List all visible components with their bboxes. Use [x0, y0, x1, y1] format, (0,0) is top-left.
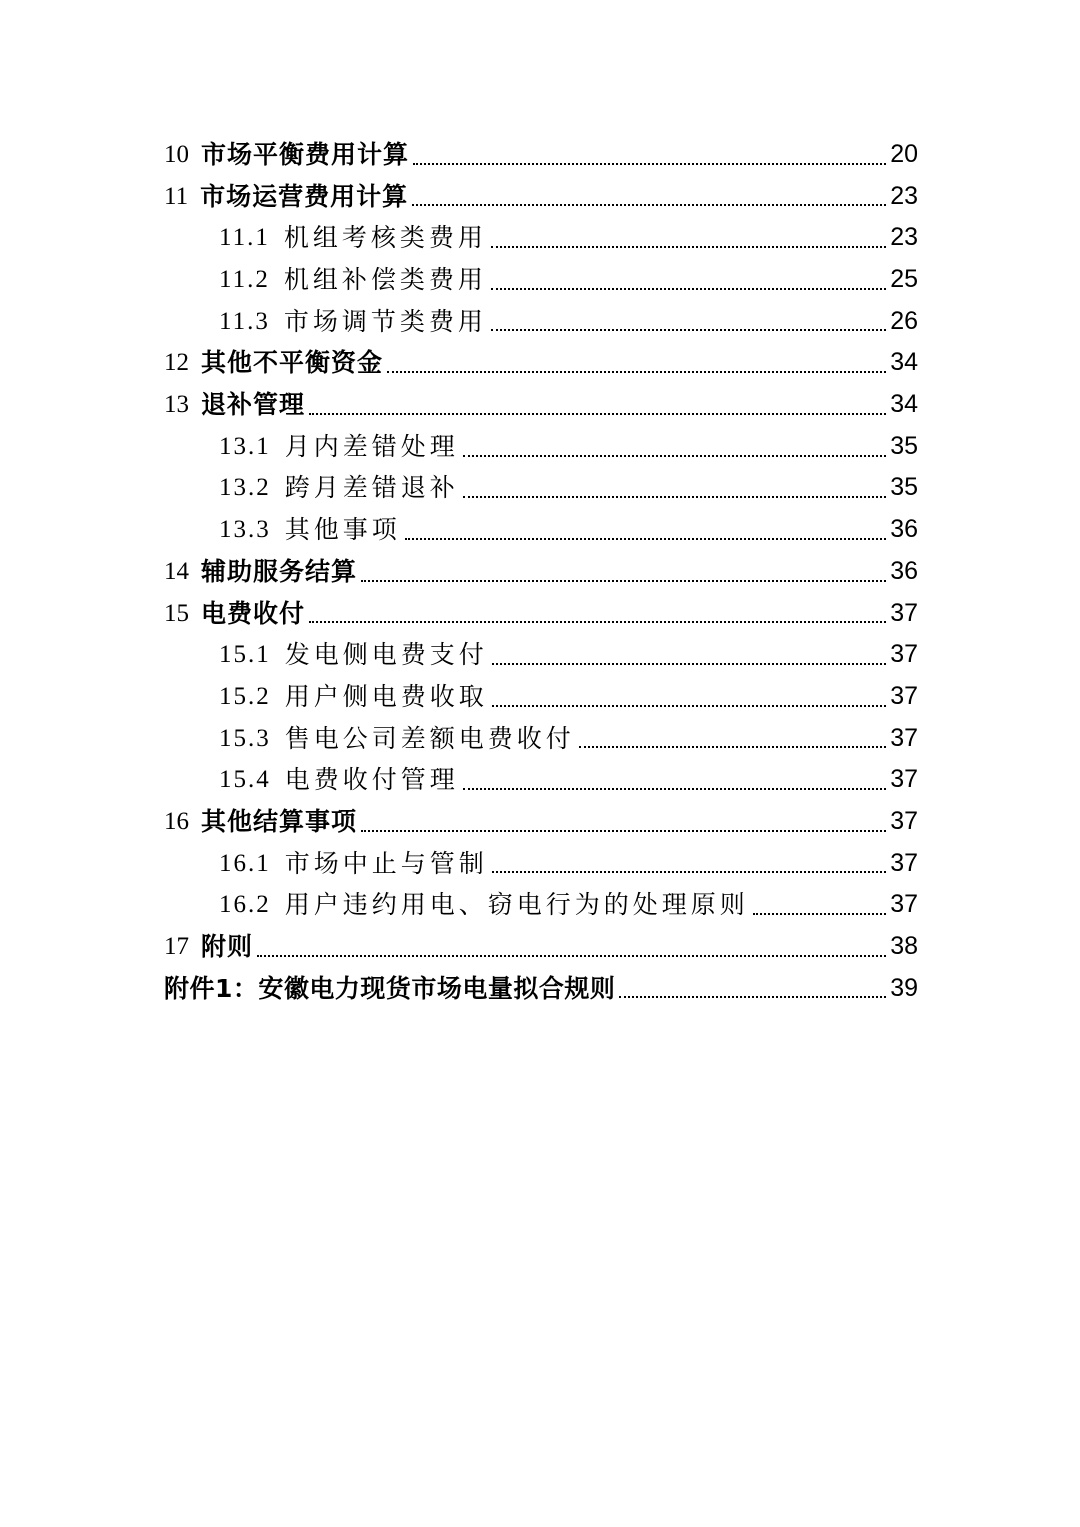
- toc-dot-leader: [491, 246, 886, 248]
- toc-entry-title: 售电公司差额电费收付: [284, 723, 575, 753]
- toc-entry[interactable]: [164, 926, 918, 968]
- toc-dot-leader: [463, 496, 886, 498]
- toc-entry-title: 机组补偿类费用: [283, 265, 487, 295]
- toc-entry-page: 37: [890, 890, 918, 919]
- toc-entry-number: 15: [164, 599, 189, 627]
- toc-entry-number: 11.1: [219, 224, 270, 252]
- toc-entry-title: 市场平衡费用计算: [201, 139, 410, 169]
- toc-appendix-entry[interactable]: [164, 968, 918, 1010]
- toc-dot-leader: [579, 746, 886, 748]
- toc-subentry[interactable]: [164, 259, 918, 301]
- toc-entry-title: 电费收付: [201, 598, 306, 628]
- toc-entry-number: 15.3: [219, 724, 271, 752]
- toc-entry-number: 10: [164, 140, 189, 168]
- toc-subentry[interactable]: [164, 676, 918, 718]
- toc-dot-leader: [491, 329, 886, 331]
- toc-dot-leader: [463, 788, 886, 790]
- toc-entry-page: 34: [890, 390, 918, 419]
- toc-entry-page: 20: [890, 139, 918, 168]
- toc-entry-number: 14: [164, 557, 189, 585]
- toc-subentry[interactable]: [164, 468, 918, 510]
- toc-entry-title: 退补管理: [201, 390, 306, 420]
- toc-dot-leader: [491, 288, 886, 290]
- toc-entry-title: 辅助服务结算: [201, 556, 358, 586]
- toc-dot-leader: [753, 913, 886, 915]
- toc-dot-leader: [412, 204, 886, 206]
- toc-entry-title: 附则: [201, 932, 254, 962]
- toc-entry-page: 39: [890, 973, 918, 1002]
- toc-entry-number: 11.2: [219, 266, 270, 294]
- toc-entry-page: 37: [890, 640, 918, 669]
- toc-entry-page: 25: [890, 265, 918, 294]
- toc-subentry[interactable]: [164, 843, 918, 885]
- toc-entry-number: 11: [164, 182, 189, 210]
- toc-entry-number: 11.3: [219, 307, 270, 335]
- toc-entry-page: 34: [890, 348, 918, 377]
- toc-dot-leader: [413, 163, 886, 165]
- toc-entry-page: 35: [890, 473, 918, 502]
- toc-entry-number: 15.1: [219, 641, 271, 669]
- toc-entry-title: 机组考核类费用: [283, 223, 487, 253]
- toc-entry-page: 23: [890, 181, 918, 210]
- toc-entry-number: 16.1: [219, 849, 271, 877]
- toc-dot-leader: [619, 996, 886, 998]
- toc-subentry[interactable]: [164, 759, 918, 801]
- toc-entry-page: 36: [890, 556, 918, 585]
- toc-entry-title: 跨月差错退补: [284, 473, 459, 503]
- toc-dot-leader: [405, 538, 886, 540]
- toc-dot-leader: [309, 413, 886, 415]
- toc-entry-page: 37: [890, 848, 918, 877]
- toc-subentry[interactable]: [164, 634, 918, 676]
- toc-entry-title: 用户违约用电、窃电行为的处理原则: [284, 890, 749, 920]
- toc-entry-number: 15.4: [219, 766, 271, 794]
- toc-entry[interactable]: [164, 134, 918, 176]
- table-of-contents: [164, 134, 918, 1009]
- toc-entry-title: 其他结算事项: [201, 806, 358, 836]
- toc-subentry[interactable]: [164, 509, 918, 551]
- toc-dot-leader: [463, 455, 886, 457]
- toc-entry-title: 发电侧电费支付: [284, 640, 488, 670]
- toc-entry[interactable]: [164, 593, 918, 635]
- toc-entry-title: 其他事项: [284, 515, 401, 545]
- toc-entry[interactable]: [164, 176, 918, 218]
- toc-dot-leader: [492, 705, 886, 707]
- toc-entry-page: 38: [890, 932, 918, 961]
- toc-subentry[interactable]: [164, 884, 918, 926]
- toc-entry-title: 电费收付管理: [284, 765, 459, 795]
- toc-entry-page: 37: [890, 765, 918, 794]
- toc-dot-leader: [257, 955, 886, 957]
- toc-entry-page: 37: [890, 806, 918, 835]
- toc-entry-page: 23: [890, 223, 918, 252]
- toc-subentry[interactable]: [164, 301, 918, 343]
- toc-entry-number: 12: [164, 349, 189, 377]
- toc-entry-number: 16.2: [219, 891, 271, 919]
- toc-dot-leader: [492, 663, 886, 665]
- toc-entry-title: 其他不平衡资金: [201, 348, 384, 378]
- toc-dot-leader: [492, 871, 886, 873]
- toc-entry-page: 35: [890, 431, 918, 460]
- toc-entry-page: 37: [890, 598, 918, 627]
- toc-dot-leader: [361, 830, 886, 832]
- toc-entry[interactable]: [164, 801, 918, 843]
- toc-entry-title: 用户侧电费收取: [284, 681, 488, 711]
- toc-entry-number: 13.3: [219, 516, 271, 544]
- toc-entry-number: 13.2: [219, 474, 271, 502]
- toc-entry-page: 37: [890, 723, 918, 752]
- toc-entry-title: 市场调节类费用: [283, 306, 487, 336]
- toc-subentry[interactable]: [164, 217, 918, 259]
- toc-entry-title: 市场中止与管制: [284, 848, 488, 878]
- toc-entry-number: 16: [164, 807, 189, 835]
- toc-dot-leader: [309, 621, 886, 623]
- toc-entry-number: 13: [164, 391, 189, 419]
- toc-entry[interactable]: [164, 551, 918, 593]
- toc-entry-number: 17: [164, 933, 189, 961]
- toc-entry-page: 36: [890, 515, 918, 544]
- toc-dot-leader: [361, 580, 886, 582]
- toc-entry-title: 附件1：安徽电力现货市场电量拟合规则: [164, 973, 616, 1003]
- toc-subentry[interactable]: [164, 426, 918, 468]
- toc-entry-page: 37: [890, 681, 918, 710]
- toc-dot-leader: [387, 371, 886, 373]
- toc-entry[interactable]: [164, 342, 918, 384]
- toc-subentry[interactable]: [164, 718, 918, 760]
- toc-entry-title: 市场运营费用计算: [200, 181, 409, 211]
- toc-entry[interactable]: [164, 384, 918, 426]
- toc-entry-number: 13.1: [219, 432, 271, 460]
- toc-entry-title: 月内差错处理: [284, 431, 459, 461]
- toc-entry-page: 26: [890, 306, 918, 335]
- toc-entry-number: 15.2: [219, 682, 271, 710]
